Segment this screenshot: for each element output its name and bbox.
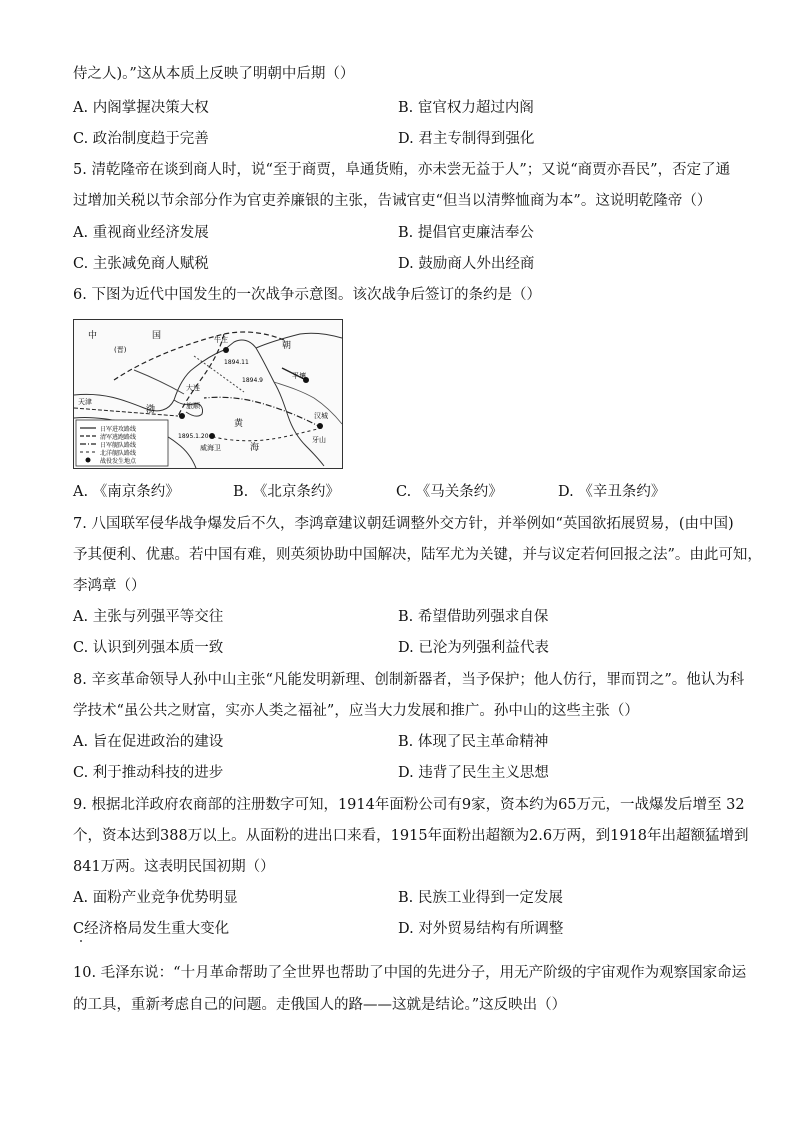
q5-option-c[interactable]: C. 主张减免商人赋税 — [73, 256, 209, 272]
map-label-dalian: 大连 — [186, 384, 200, 392]
q8-option-c[interactable]: C. 利于推动科技的进步 — [73, 765, 224, 781]
q7-stem-line1: 7. 八国联军侵华战争爆发后不久，李鸿章建议朝廷调整外交方针，并举例如“英国欲拓展贸易，(由中国) — [73, 516, 734, 532]
q7-option-b[interactable]: B. 希望借助列强求自保 — [398, 609, 549, 625]
q8-stem-line1: 8. 辛亥革命领导人孙中山主张“凡能发明新理、创制新器者，当予保护；他人仿行，罪而罚之”。他认为科 — [73, 672, 745, 688]
q9-stem-line3: 841万两。这表明民国初期（） — [73, 859, 275, 875]
q8-option-a[interactable]: A. 旨在促进政治的建设 — [73, 734, 224, 750]
war-map — [73, 319, 343, 469]
q4-option-a[interactable]: A. 内阁掌握决策大权 — [73, 100, 209, 116]
q6-stem: 6. 下图为近代中国发生的一次战争示意图。该次战争后签订的条约是（） — [73, 287, 541, 303]
map-label-date3: 1895.1.20 — [178, 433, 209, 440]
q8-option-b[interactable]: B. 体现了民主革命精神 — [398, 734, 549, 750]
map-label-china: 中 — [88, 331, 98, 341]
q5-stem-line2: 过增加关税以节余部分作为官吏养廉银的主张，告诫官吏“但当以清弊恤商为本”。这说明乾隆帝（） — [73, 193, 712, 209]
q4-option-c[interactable]: C. 政治制度趋于完善 — [73, 131, 209, 147]
q9-option-d[interactable]: D. 对外贸易结构有所调整 — [398, 921, 564, 937]
map-label-korea: 朝 — [282, 341, 292, 351]
q9-stem-line1: 9. 根据北洋政府农商部的注册数字可知，1914年面粉公司有9家，资本约为65万元，一战爆发后增至 32 — [73, 797, 745, 813]
legend-item-4: 北洋舰队路线 — [100, 450, 137, 457]
q9-option-c[interactable]: C经济格局发生重大变化 — [73, 921, 230, 937]
map-label-pyongyang: 平壤 — [292, 372, 306, 380]
q8-stem-line2: 学技术“虽公共之财富，实亦人类之福祉”，应当大力发展和推广。孙中山的这些主张（） — [73, 703, 639, 719]
q5-option-a[interactable]: A. 重视商业经济发展 — [73, 225, 209, 241]
legend-item-5: 战役发生地点 — [100, 458, 137, 465]
q8-option-d[interactable]: D. 违背了民生主义思想 — [398, 765, 549, 781]
q4-option-d[interactable]: D. 君主专制得到强化 — [398, 131, 535, 147]
war-map-drawing — [74, 320, 342, 468]
map-label-lushun: 旅顺 — [186, 402, 200, 410]
map-label-date1: 1894.9 — [242, 377, 263, 384]
q5-option-d[interactable]: D. 鼓励商人外出经商 — [398, 256, 535, 272]
legend-item-3: 日军舰队路线 — [100, 442, 137, 449]
q10-stem-line2: 的工具，重新考虑自己的问题。走俄国人的路——这就是结论。”这反映出（） — [73, 997, 567, 1013]
map-label-weihai: 威海卫 — [200, 444, 221, 452]
map-label-sea-bo: 渤 — [146, 405, 156, 415]
map-label-asan: 牙山 — [312, 436, 326, 444]
q6-option-c[interactable]: C. 《马关条约》 — [396, 484, 503, 500]
q5-stem-line1: 5. 清乾隆帝在谈到商人时，说“至于商贾，阜通货贿，亦未尝无益于人”；又说“商贾亦吾民”，否定了通 — [73, 162, 731, 178]
stray-dot — [80, 940, 82, 942]
map-label-sea-huang: 黄 — [234, 419, 244, 429]
q7-stem-line2: 予其便利、优惠。若中国有难，则英须协助中国解决，陆军尤为关键，并与议定若何回报之法”。由此可知， — [73, 547, 762, 563]
map-label-hanseong: 汉城 — [314, 412, 328, 420]
q4-option-b[interactable]: B. 宦官权力超过内阁 — [398, 100, 534, 116]
map-label-tianjin: 天津 — [78, 398, 92, 406]
map-label-niuzhuang: 牛庄 — [214, 336, 228, 344]
q7-option-a[interactable]: A. 主张与列强平等交往 — [73, 609, 224, 625]
legend-item-2: 清军逃跑路线 — [100, 434, 137, 441]
q9-option-b[interactable]: B. 民族工业得到一定发展 — [398, 890, 563, 906]
map-label-province: (晋) — [114, 346, 127, 354]
q5-option-b[interactable]: B. 提倡官吏廉洁奉公 — [398, 225, 534, 241]
map-label-date2: 1894.11 — [224, 359, 249, 366]
q7-stem-line3: 李鸿章（） — [73, 578, 146, 594]
legend-item-1: 日军进攻路线 — [100, 426, 137, 433]
q9-stem-line2: 个，资本达到388万以上。从面粉的进出口来看，1915年面粉出超额为2.6万两，到1918年出超额猛增到 — [73, 828, 749, 844]
q6-option-a[interactable]: A. 《南京条约》 — [73, 484, 180, 500]
q10-stem-line1: 10. 毛泽东说：“十月革命帮助了全世界也帮助了中国的先进分子，用无产阶级的宇宙观作为观察国家命运 — [73, 965, 747, 981]
map-label-sea-hai: 海 — [250, 443, 260, 453]
q6-option-b[interactable]: B. 《北京条约》 — [233, 484, 340, 500]
q4-stem-tail: 侍之人)。”这从本质上反映了明朝中后期（） — [73, 66, 355, 82]
q9-option-a[interactable]: A. 面粉产业竞争优势明显 — [73, 890, 238, 906]
q7-option-d[interactable]: D. 已沦为列强利益代表 — [398, 640, 549, 656]
q6-option-d[interactable]: D. 《辛丑条约》 — [558, 484, 666, 500]
map-label-country: 国 — [152, 331, 162, 341]
q7-option-c[interactable]: C. 认识到列强本质一致 — [73, 640, 224, 656]
